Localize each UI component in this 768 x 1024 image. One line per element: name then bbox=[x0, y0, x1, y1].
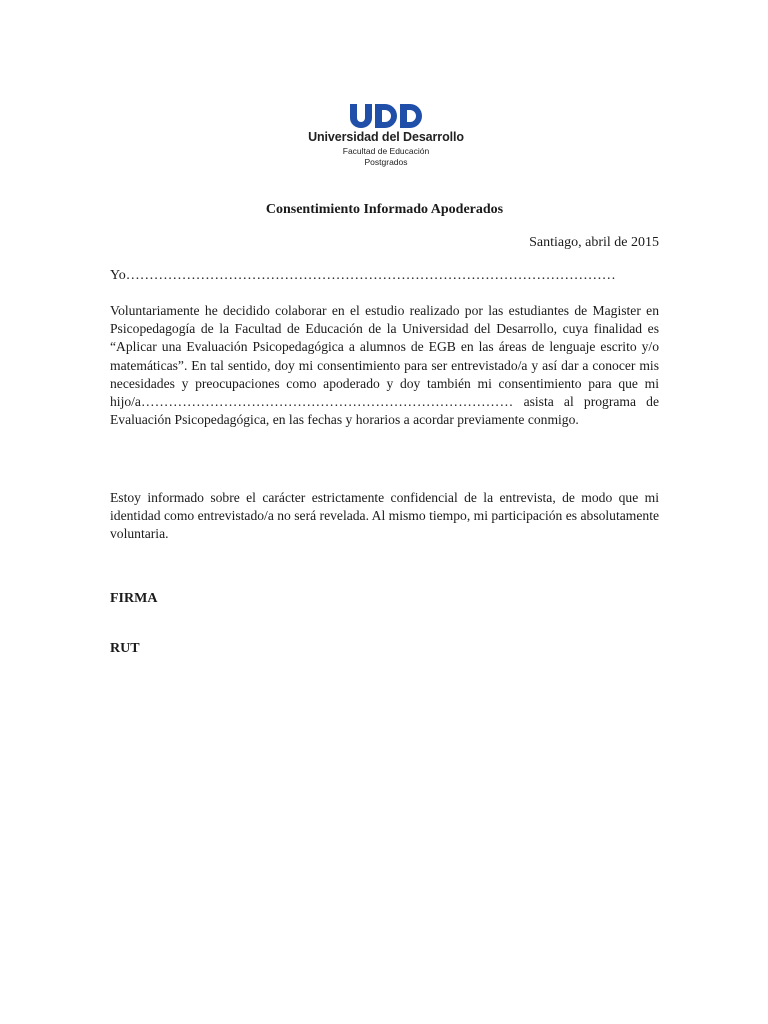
name-fill-line: Yo…………………………………………………………………………………………… bbox=[110, 268, 616, 283]
consent-paragraph bbox=[110, 302, 659, 429]
document-title: Consentimiento Informado Apoderados bbox=[265, 202, 504, 217]
document-date: Santiago, abril de 2015 bbox=[529, 235, 659, 250]
logo-university-name: Universidad del Desarrollo bbox=[308, 130, 464, 144]
signature-label: FIRMA bbox=[110, 591, 158, 606]
consent-text-part2: asista al programa de Evaluación Psicopedagógica, en las fechas y horarios a acordar previamente conmigo. bbox=[110, 394, 659, 428]
university-logo bbox=[284, 88, 488, 184]
logo-program: Postgrados bbox=[364, 157, 408, 167]
confidentiality-paragraph: Estoy informado sobre el carácter estrictamente confidencial de la entrevista, de modo que mi identidad como entrevistado/a no será revelada. Al mismo tiempo, mi participación es absolutamente voluntaria. bbox=[110, 490, 659, 542]
udd-logo-mark bbox=[348, 104, 424, 128]
logo-faculty: Facultad de Educación bbox=[342, 146, 430, 156]
rut-label: RUT bbox=[110, 641, 140, 656]
child-name-fill-line: ……………………………………………………………………… bbox=[140, 394, 514, 410]
consent-text-part1: Voluntariamente he decidido colaborar en el estudio realizado por las estudiantes de Magister en Psicopedagogía de la Facultad de Educación de la Universidad del Desarrollo, cuya finalidad es “Aplicar una Evaluación Psicopedagógica a alumnos de EGB en las áreas de lenguaje escrito y/o matemáticas”. En tal sentido, doy mi consentimiento para ser entrevistado/a y así dar a conocer mis necesidades y preocupaciones como apoderado y doy también mi consentimiento para que mi hijo/a bbox=[110, 303, 659, 410]
